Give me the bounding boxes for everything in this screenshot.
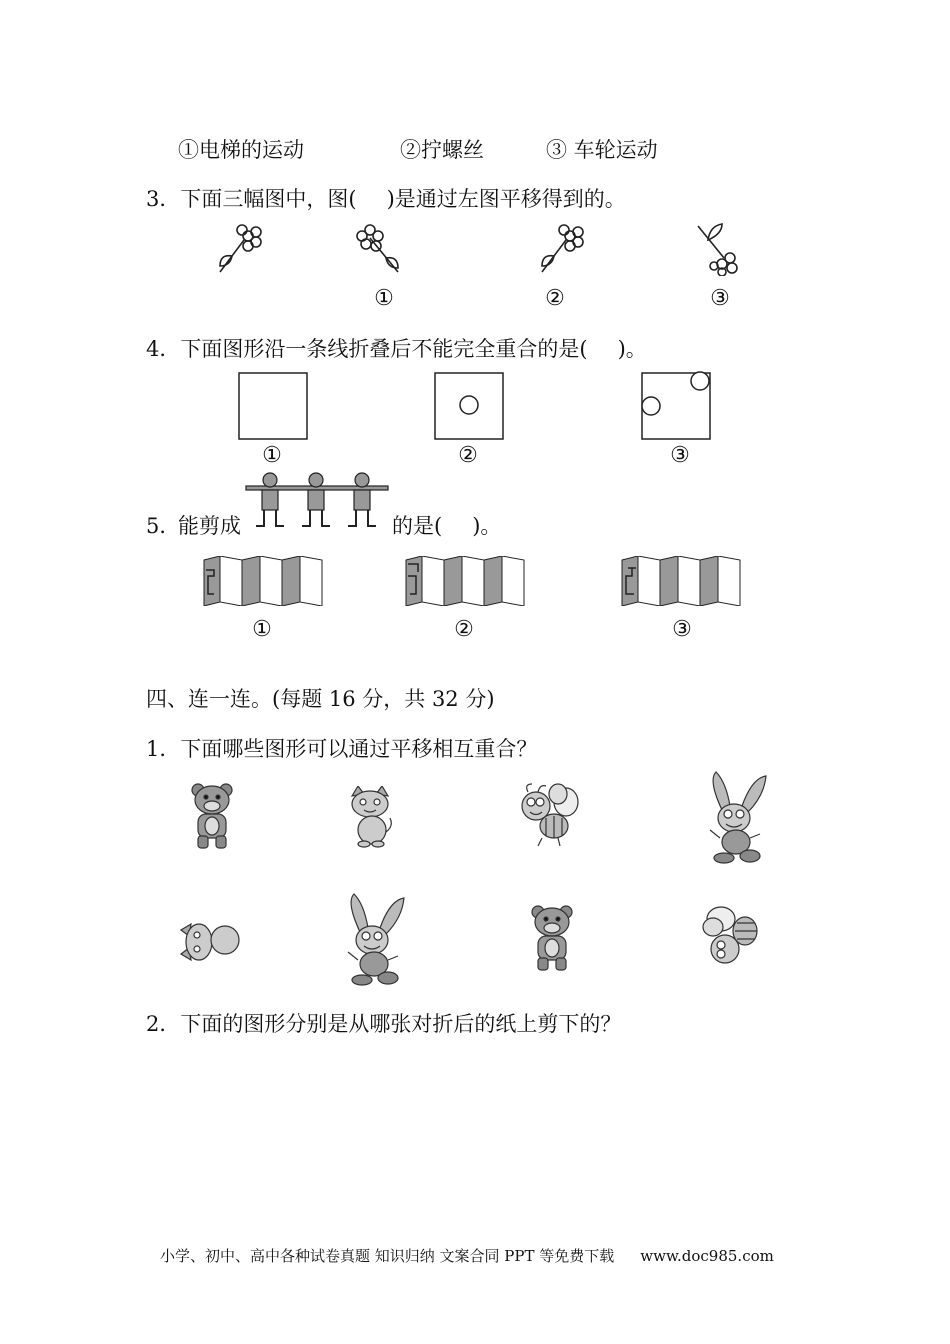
- q5-label-3: ③: [672, 617, 692, 642]
- q3-text-before: 下面三幅图中，图(: [180, 187, 357, 211]
- bear-icon[interactable]: [184, 782, 240, 850]
- q4-text-before: 下面图形沿一条线折叠后不能完全重合的是(: [180, 337, 588, 361]
- q4-text: [146, 335, 647, 363]
- q3-label-3: ③: [710, 286, 730, 311]
- folded-paper-2: [404, 556, 528, 606]
- q5-text-before: 能剪成: [178, 514, 241, 538]
- q5-text: [392, 512, 501, 540]
- q4-label-3: ③: [670, 443, 690, 468]
- square-shape-2: [434, 372, 506, 442]
- q4-text-after: )。: [617, 337, 647, 361]
- folded-paper-3: [620, 556, 744, 606]
- section4-q1-text: [146, 735, 537, 763]
- option-screw: ②拧螺丝: [400, 138, 484, 162]
- q5-label-2: ②: [454, 617, 474, 642]
- square-shape-3: [640, 368, 720, 442]
- option-elevator: ①电梯的运动: [178, 138, 304, 162]
- section4-title: 四、连一连。(每题 16 分，共 32 分): [146, 687, 495, 711]
- section4-q1-number: 1．: [146, 737, 181, 761]
- q3-text: [146, 185, 626, 213]
- folded-paper-1: [202, 556, 326, 606]
- flower-icon: [354, 222, 406, 276]
- q4-number: 4．: [146, 337, 181, 361]
- q5-label-1: ①: [252, 617, 272, 642]
- bee-icon[interactable]: [696, 904, 766, 968]
- cat-icon[interactable]: [180, 914, 242, 966]
- footer-text: 小学、初中、高中各种试卷真题 知识归纳 文案合同 PPT 等免费下载: [160, 1247, 615, 1265]
- option-wheel: ③ 车轮运动: [546, 138, 658, 162]
- cat-icon[interactable]: [346, 786, 394, 848]
- section4-q2-body: 下面的图形分别是从哪张对折后的纸上剪下的？: [180, 1012, 622, 1036]
- q5-text-after: )。: [472, 514, 502, 538]
- bee-icon[interactable]: [518, 782, 582, 848]
- paper-people-chain-icon: [244, 470, 390, 532]
- q4-label-1: ①: [262, 443, 282, 468]
- q3-label-2: ②: [545, 286, 565, 311]
- q5-number: 5．: [146, 514, 181, 538]
- rabbit-icon[interactable]: [700, 770, 772, 866]
- q3-label-1: ①: [374, 286, 394, 311]
- page-footer: [160, 1246, 774, 1266]
- section4-q2-number: 2．: [146, 1012, 181, 1036]
- rabbit-icon[interactable]: [338, 892, 410, 988]
- q5-text-mid: 的是(: [392, 514, 443, 538]
- section4-q1-body: 下面哪些图形可以通过平移相互重合？: [180, 737, 538, 761]
- footer-url[interactable]: www.doc985.com: [640, 1247, 774, 1265]
- flower-icon: [534, 222, 586, 276]
- flower-icon: [692, 222, 744, 276]
- q4-label-2: ②: [458, 443, 478, 468]
- section4-q2-text: [146, 1010, 621, 1038]
- bear-icon[interactable]: [524, 904, 580, 972]
- flower-icon: [212, 222, 264, 276]
- square-shape-1: [238, 372, 310, 442]
- q3-text-after: )是通过左图平移得到的。: [386, 187, 626, 211]
- q3-number: 3．: [146, 187, 181, 211]
